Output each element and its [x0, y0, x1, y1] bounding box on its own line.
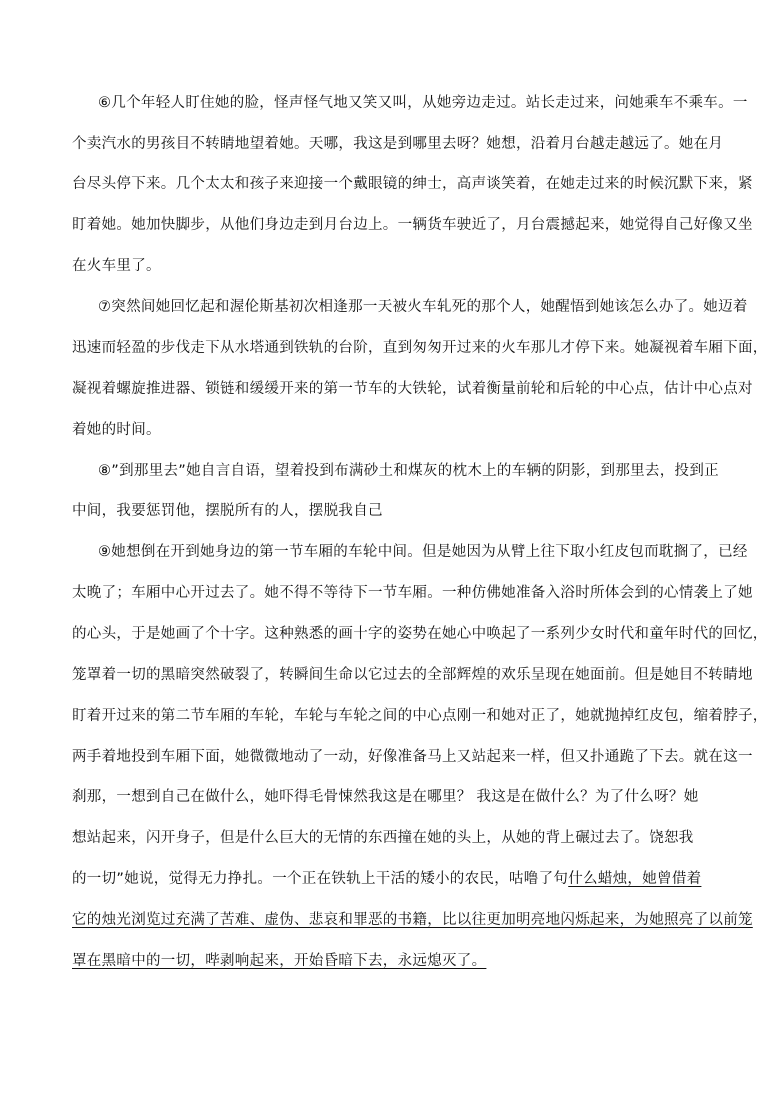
p9-line-7: 刹那，一想到自己在做什么，她吓得毛骨悚然我这是在哪里？ 我这是在做什么？为了什么呀？她 [72, 789, 699, 805]
p9-line-1: ⑨她想倒在开到她身边的第一节车厢的车轮中间。但是她因为从臂上往下取小红皮包而耽搁了，已经 [98, 544, 748, 560]
p9-line-3: 的心头，于是她画了个十字。这种熟悉的画十字的姿势在她心中唤起了一系列少女时代和童年时代的回忆， [72, 626, 768, 642]
p9-line-4: 笼罩着一切的黑暗突然破裂了，转瞬间生命以它过去的全部辉煌的欢乐呈现在她面前。但是她目不转睛地 [72, 667, 753, 683]
p7-line-2: 迅速而轻盈的步伐走下从水塔通到铁轨的台阶，直到匆匆开过来的火车那儿才停下来。她凝视着车厢下面， [72, 340, 768, 356]
p6-line-2: 个卖汽水的男孩目不转睛地望着她。天哪，我这是到哪里去呀？她想，沿着月台越走越远了。她在月 [72, 136, 724, 152]
p6-line-3: 台尽头停下来。几个太太和孩子来迎接一个戴眼镜的绅士，高声谈笑着，在她走过来的时候沉默下来，紧 [72, 176, 753, 192]
p9-line-6: 两手着地投到车厢下面，她微微地动了一动，好像准备马上又站起来一样，但又扑通跪了下去。就在这一 [72, 749, 753, 765]
p6-line-5: 在火车里了。 [72, 258, 161, 274]
p9-line-2: 太晚了；车厢中心开过去了。她不得不等待下一节车厢。一种仿佛她准备入浴时所体会到的心情袭上了她 [72, 585, 753, 601]
p9-line-10: 它的烛光浏览过充满了苦难、虚伪、悲哀和罪恶的书籍，比以往更加明亮地闪烁起来，为她照亮了以前笼 [72, 912, 753, 928]
p9-line-9 [72, 870, 701, 888]
p9-line-5: 盯着开过来的第二节车厢的车轮，车轮与车轮之间的中心点刚一和她对正了，她就抛掉红皮包，缩着脖子， [72, 708, 768, 724]
p9-underlined-tail: 什么蜡烛，她曾借着 [568, 871, 702, 887]
p7-line-3: 凝视着螺旋推进器、锁链和缓缓开来的第一节车的大铁轮，试着衡量前轮和后轮的中心点，估计中心点对 [72, 381, 753, 397]
p6-line-1: ⑥几个年轻人盯住她的脸，怪声怪气地又笑又叫，从她旁边走过。站长走过来，问她乘车不乘车。一 [98, 95, 748, 111]
p6-line-4: 盯着她。她加快脚步，从他们身边走到月台边上。一辆货车驶近了，月台震撼起来，她觉得自己好像又坐 [72, 217, 753, 233]
p8-line-1: ⑧”到那里去”她自言自语，望着投到布满砂土和煤灰的枕木上的车辆的阴影，到那里去，投到正 [98, 463, 719, 479]
p8-line-2: 中间，我要惩罚他，摆脱所有的人，摆脱我自己 [72, 503, 383, 519]
p7-line-4: 着她的时间。 [72, 422, 161, 438]
p9-line-11: 罩在黑暗中的一切，哔剥响起来，开始昏暗下去，永远熄灭了。 [72, 953, 487, 969]
p7-line-1: ⑦突然间她回忆起和渥伦斯基初次相逢那一天被火车轧死的那个人，她醒悟到她该怎么办了。她迈着 [98, 299, 748, 315]
p9-line-8: 想站起来，闪开身子，但是什么巨大的无情的东西撞在她的头上，从她的背上碾过去了。饶恕我 [72, 830, 694, 846]
p9-line-9-text: 的一切”她说，觉得无力挣扎。一个正在铁轨上干活的矮小的农民，咕噜了句 [72, 871, 569, 887]
